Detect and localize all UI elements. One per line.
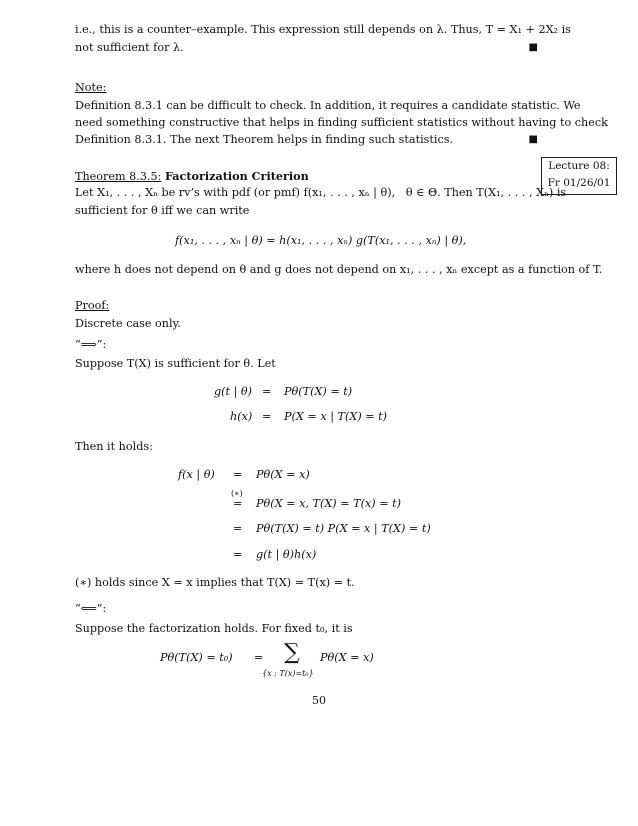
h-definition-lhs: h(x) xyxy=(230,410,253,423)
f-chain-rhs-1: Pθ(X = x) xyxy=(256,468,310,481)
star-marker: (∗) xyxy=(231,489,243,498)
margin-note-line-1: Lecture 08: xyxy=(548,160,610,172)
factorization-equation: f(x₁, . . . , xₙ | θ) = h(x₁, . . . , xₙ) g(T(x₁, . . . , xₙ) | θ), xyxy=(175,234,467,247)
summation-subscript: {x : T(x)=t₀} xyxy=(262,669,314,678)
note-line-3: Definition 8.3.1. The next Theorem helps in finding such statistics. xyxy=(75,133,454,146)
f-chain-rhs-3: Pθ(T(X) = t) P(X = x | T(X) = t) xyxy=(256,522,431,535)
star-explanation: (∗) holds since X = x implies that T(X) = T(x) = t. xyxy=(75,576,355,589)
proof-heading: Proof: xyxy=(75,299,110,312)
theorem-label: Theorem 8.3.5: xyxy=(75,170,162,183)
last-eq-lhs: Pθ(T(X) = t₀) xyxy=(160,651,233,664)
note-heading: Note: xyxy=(75,81,107,94)
f-chain-rhs-4: g(t | θ)h(x) xyxy=(256,548,317,561)
proof-suppose-1: Suppose T(X) is sufficient for θ. Let xyxy=(75,357,276,370)
summation-symbol: ∑ xyxy=(284,640,300,665)
counter-example-line-2: not sufficient for λ. xyxy=(75,41,184,54)
h-definition-eq: = xyxy=(262,410,272,423)
g-definition-eq: = xyxy=(262,385,272,398)
direction-backward: “⟸”: xyxy=(75,602,107,615)
f-chain-eq-1: = xyxy=(233,468,243,481)
counter-example-line-1: i.e., this is a counter–example. This expression still depends on λ. Thus, T = X₁ + 2X₂ is xyxy=(75,23,571,36)
qed-symbol: ■ xyxy=(528,134,538,145)
f-chain-eq-3: = xyxy=(233,522,243,535)
theorem-line-2: sufficient for θ iff we can write xyxy=(75,204,250,217)
qed-symbol: ■ xyxy=(528,42,538,53)
note-line-2: need something constructive that helps in finding sufficient statistics without having to check xyxy=(75,116,608,129)
theorem-line-1: Let X₁, . . . , Xₙ be rv’s with pdf (or pmf) f(x₁, . . . , xₙ | θ), θ ∈ Θ. Then T(X₁, . . . , Xₙ) is xyxy=(75,186,567,199)
f-chain-eq-2: = xyxy=(233,497,243,510)
f-chain-eq-4: = xyxy=(233,548,243,561)
note-line-1: Definition 8.3.1 can be difficult to check. In addition, it requires a candidate statistic. We xyxy=(75,99,581,112)
f-chain-lhs: f(x | θ) xyxy=(178,468,215,481)
theorem-heading xyxy=(75,169,309,184)
theorem-line-3: where h does not depend on θ and g does not depend on x₁, . . . , xₙ except as a function of T. xyxy=(75,263,603,276)
last-eq-rhs: Pθ(X = x) xyxy=(320,651,374,664)
f-chain-rhs-2: Pθ(X = x, T(X) = T(x) = t) xyxy=(256,497,401,510)
page-number: 50 xyxy=(312,694,326,707)
g-definition-rhs: Pθ(T(X) = t) xyxy=(284,385,353,398)
theorem-title: Factorization Criterion xyxy=(164,169,309,183)
last-eq-sign: = xyxy=(254,651,264,664)
h-definition-rhs: P(X = x | T(X) = t) xyxy=(284,410,388,423)
then-it-holds: Then it holds: xyxy=(75,440,153,453)
direction-forward: “⟹”: xyxy=(75,338,107,351)
proof-suppose-2: Suppose the factorization holds. For fixed t₀, it is xyxy=(75,622,353,635)
proof-line-1: Discrete case only. xyxy=(75,317,181,330)
g-definition-lhs: g(t | θ) xyxy=(214,385,253,398)
margin-note-line-2: Fr 01/26/01 xyxy=(547,177,611,189)
